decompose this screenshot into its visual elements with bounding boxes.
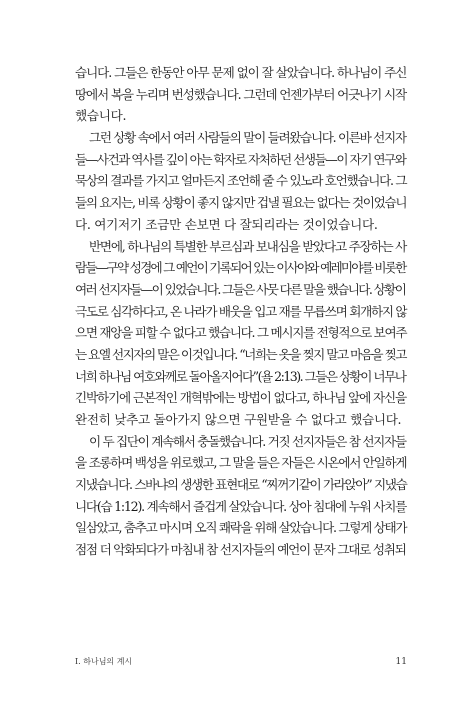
- body-line: 으면 재앙을 피할 수 없다고 했습니다. 그 메시지를 전형적으로 보여주: [75, 325, 407, 341]
- body-line: 일삼았고, 춤추고 마시며 오직 쾌락을 위해 살았습니다. 그렇게 상태가: [75, 520, 407, 536]
- body-line: 습니다. 그들은 한동안 아무 문제 없이 잘 살았습니다. 하나님이 주신: [75, 65, 407, 80]
- paragraph-first-line: 반면에, 하나님의 특별한 부르심과 보내심을 받았다고 주장하는 사: [89, 238, 407, 254]
- paragraph-first-line: 이 두 집단이 계속해서 충돌했습니다. 거짓 선지자들은 참 선지자들: [89, 433, 406, 449]
- body-line: 묵상의 결과를 가지고 얼마든지 조언해 줄 수 있노라 호언했습니다. 그: [75, 173, 407, 189]
- body-line: 극도로 심각하다고, 온 나라가 배웃을 입고 재를 무릅쓰며 회개하지 않: [75, 303, 407, 319]
- body-line: 들의 요지는, 비록 상황이 좋지 않지만 겁낼 필요는 없다는 것이었습니: [75, 195, 407, 211]
- body-line: 다. 여기저기 조금만 손보면 다 잘되리라는 것이었습니다.: [75, 216, 378, 232]
- paragraph-first-line: 그런 상황 속에서 여러 사람들의 말이 들려왔습니다. 이른바 선지자: [89, 130, 406, 146]
- body-line: 긴박하기에 근본적인 개혁밖에는 방법이 없다고, 하나님 앞에 자신을: [75, 390, 407, 406]
- body-line: 땅에서 복을 누리며 번성했습니다. 그런데 언젠가부터 어긋나기 시작: [75, 86, 407, 102]
- body-line: 완전히 낮추고 돌아가지 않으면 구원받을 수 없다고 했습니다.: [75, 412, 402, 427]
- body-line: 는 요엘 선지자의 말은 이것입니다. “너희는 옷을 찢지 말고 마음을 찢고: [75, 346, 406, 362]
- page-footer: [75, 656, 407, 670]
- body-line: 람들—구약 성경에 그 예언이 기록되어 있는 이사야와 예레미야를 비롯한: [75, 260, 406, 276]
- body-line: 점점 더 악화되다가 마침내 참 선지자들의 예언이 문자 그대로 성취되: [75, 542, 406, 558]
- running-footer-section-title: I. 하나님의 계시: [75, 657, 133, 666]
- body-line: 들—사건과 역사를 깊이 아는 학자로 자처하던 선생들—이 자기 연구와: [75, 151, 406, 167]
- body-line: 여러 선지자들—이 있었습니다. 그들은 사뭇 다른 말을 했습니다. 상황이: [75, 281, 406, 297]
- body-line: 했습니다.: [75, 108, 127, 124]
- page-number: 11: [395, 657, 407, 667]
- body-line: 을 조롱하며 백성을 위로했고, 그 말을 들은 자들은 시온에서 안일하게: [75, 455, 407, 471]
- body-line: 너희 하나님 여호와께로 돌아올지어다”(욜 2:13). 그들은 상황이 너무나: [75, 368, 406, 384]
- body-line: 지냈습니다. 스바냐의 생생한 표현대로 “찌꺼기같이 가라앉아” 지냈습: [75, 477, 407, 493]
- body-line: 니다(습 1:12). 계속해서 즐겁게 살았습니다. 상아 침대에 누워 사치를: [75, 498, 407, 514]
- page-body: [75, 62, 407, 561]
